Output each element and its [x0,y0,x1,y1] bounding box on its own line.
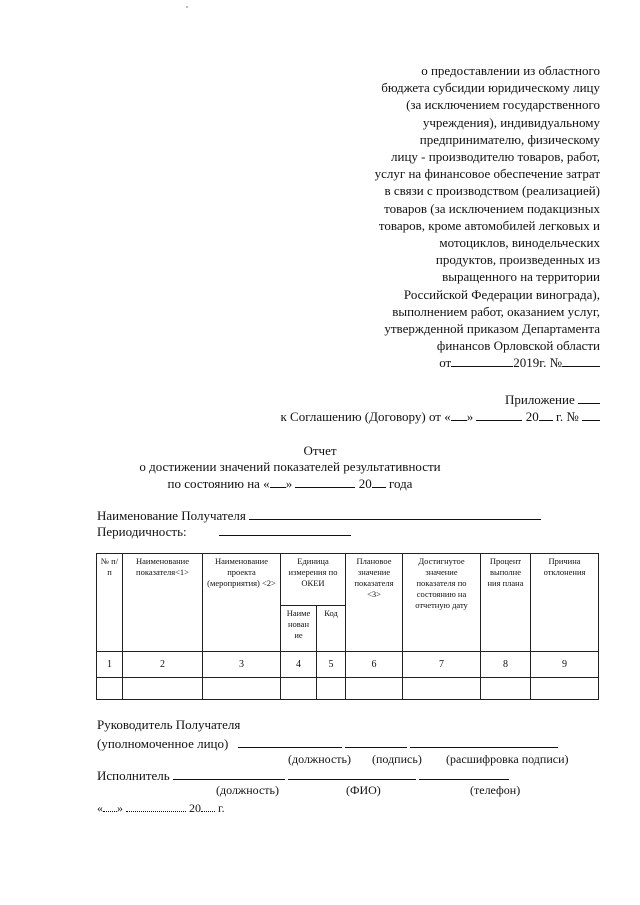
header-line: мотоциклов, винодельческих [439,235,600,251]
header-line: выращенного на территории [442,269,600,285]
table-cell[interactable] [346,678,403,700]
col-header-unit: Единица измерения по ОКЕИ [281,554,346,606]
header-line: продуктов, произведенных из [435,252,600,268]
scan-speck [186,6,188,8]
header-line: в связи с производством (реализацией) [384,183,600,199]
col-header-unit-code: Код [317,606,346,652]
header-line: Российской Федерации винограда), [403,286,600,302]
caption-position-2: (должность) [216,783,279,797]
number-blank [562,354,600,367]
date-blank [451,354,513,367]
header-line: финансов Орловской области [436,338,600,354]
header-line: бюджета субсидии юридическому лицу [381,80,600,96]
column-number: 3 [203,652,281,678]
periodicity-field: Периодичность: [97,523,351,540]
column-number: 1 [97,652,123,678]
periodicity-blank[interactable] [219,523,351,536]
header-line: товаров (за исключением подакцизных [384,200,600,216]
order-reference-header [300,62,600,372]
column-number: 2 [123,652,203,678]
report-table [96,553,599,700]
col-header-actual: Достигнутое значение показателя по состоянию на отчетную дату [403,554,481,652]
col-header-percent: Процент выполне ния плана [481,554,531,652]
table-cell[interactable] [403,678,481,700]
header-line: лицу - производителю товаров, работ, [391,149,600,165]
column-number: 7 [403,652,481,678]
header-line: товаров, кроме автомобилей легковых и [378,217,600,233]
table-cell[interactable] [481,678,531,700]
header-line: (за исключением государственного [406,97,600,113]
caption-phone: (телефон) [470,783,521,797]
head-label: Руководитель Получателя [97,717,241,732]
authorized-line: (уполномоченное лицо) [97,735,558,752]
title-line-1: Отчет [303,443,337,458]
column-number: 5 [317,652,346,678]
col-header-plan: Плановое значение показателя <3> [346,554,403,652]
agreement-line: к Соглашению (Договору) от « » 20 г. № [280,408,600,425]
caption-fio: (ФИО) [346,783,381,797]
recipient-field: Наименование Получателя [97,507,541,524]
header-line: услуг на финансовое обеспечение затрат [374,166,600,182]
table-cell[interactable] [97,678,123,700]
header-line: предпринимателю, физическому [419,131,600,147]
header-date-number-line: от 2019г. № [300,354,600,371]
report-title [0,443,640,492]
header-line: выполнением работ, оказанием услуг, [392,303,600,319]
header-line: утвержденной приказом Департамента [384,321,600,337]
table-cell[interactable] [281,678,317,700]
col-header-project: Наименование проекта (мероприятия) <2> [203,554,281,652]
table-cell[interactable] [123,678,203,700]
title-line-3: по состоянию на « » 20 года [167,476,413,491]
column-number: 8 [481,652,531,678]
header-line: учреждения), индивидуальному [422,114,600,130]
column-number: 4 [281,652,317,678]
caption-position: (должность) [288,752,351,766]
appendix-block [280,391,600,425]
date-line: « » 20 г. [97,801,225,815]
col-header-indicator: Наименование показателя<1> [123,554,203,652]
caption-decoding: (расшифровка подписи) [446,752,569,766]
column-number: 6 [346,652,403,678]
table-cell[interactable] [203,678,281,700]
table-cell[interactable] [531,678,599,700]
executor-line: Исполнитель [97,767,509,784]
caption-signature: (подпись) [372,752,422,766]
recipient-blank[interactable] [249,507,541,520]
col-header-reason: Причина отклонения [531,554,599,652]
column-number-row [97,652,599,678]
column-number: 9 [531,652,599,678]
header-line: о предоставлении из областного [421,63,600,78]
title-line-2: о достижении значений показателей результативности [139,459,441,474]
table-row [97,678,599,700]
appendix-label: Приложение [280,391,600,408]
col-header-unit-name: Наиме нован ие [281,606,317,652]
table-cell[interactable] [317,678,346,700]
col-header-number: № п/п [97,554,123,652]
